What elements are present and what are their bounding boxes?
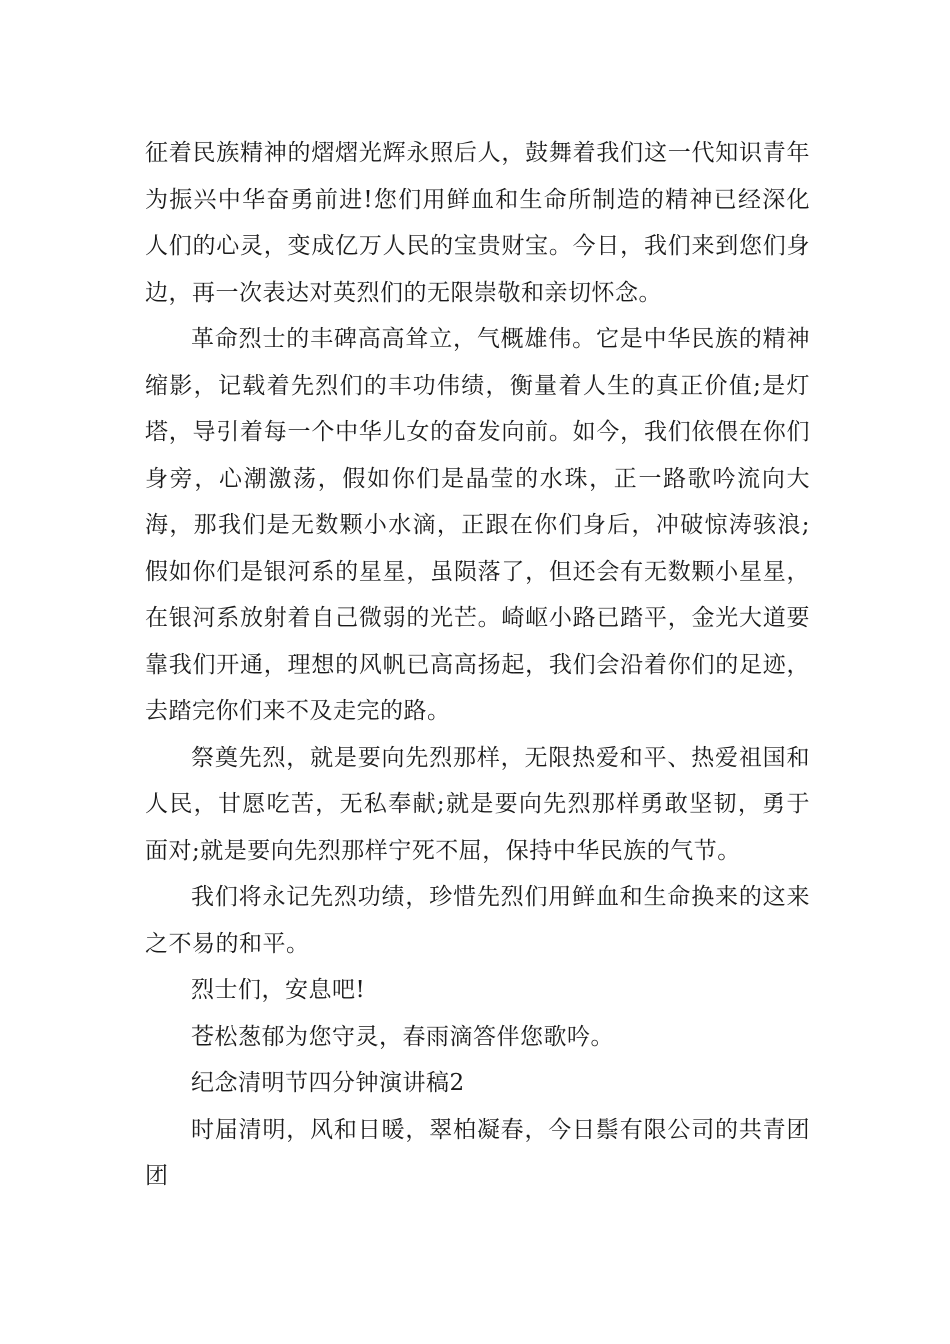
paragraph-2: 革命烈士的丰碑高高耸立，气概雄伟。它是中华民族的精神缩影，记载着先烈们的丰功伟绩，衡量着人生的真正价值;是灯塔，导引着每一个中华儿女的奋发向前。如今，我们依偎在你们身旁，心潮激荡，假如你们是晶莹的水珠，正一路歌吟流向大海，那我们是无数颗小水滴，正跟在你们身后，冲破惊涛骇浪;假如你们是银河系的星星，虽陨落了，但还会有无数颗小星星，在银河系放射着自己微弱的光芒。崎岖小路已踏平，金光大道要靠我们开通，理想的风帆已高高扬起，我们会沿着你们的足迹，去踏完你们来不及走完的路。 bbox=[145, 326, 810, 724]
paragraph-4: 我们将永记先烈功绩，珍惜先烈们用鲜血和生命换来的这来之不易的和平。 bbox=[145, 884, 810, 957]
paragraph-6: 苍松葱郁为您守灵，春雨滴答伴您歌吟。 bbox=[191, 1023, 614, 1050]
paragraph-5: 烈士们，安息吧! bbox=[191, 977, 366, 1003]
document-body bbox=[145, 130, 810, 1200]
paragraph-1: 征着民族精神的熠熠光辉永照后人，鼓舞着我们这一代知识青年为振兴中华奋勇前进!您们用鲜血和生命所制造的精神已经深化人们的心灵，变成亿万人民的宝贵财宝。今日，我们来到您们身边，再一次表达对英烈们的无限崇敬和亲切怀念。 bbox=[145, 140, 810, 306]
paragraph-7: 时届清明，风和日暖，翠柏凝春，今日鬃有限公司的共青团团 bbox=[145, 1116, 810, 1189]
paragraph-3: 祭奠先烈，就是要向先烈那样，无限热爱和平、热爱祖国和人民，甘愿吃苦，无私奉献;就是要向先烈那样勇敢坚韧，勇于面对;就是要向先烈那样宁死不屈，保持中华民族的气节。 bbox=[145, 744, 810, 864]
section-heading: 纪念清明节四分钟演讲稿2 bbox=[191, 1070, 465, 1096]
